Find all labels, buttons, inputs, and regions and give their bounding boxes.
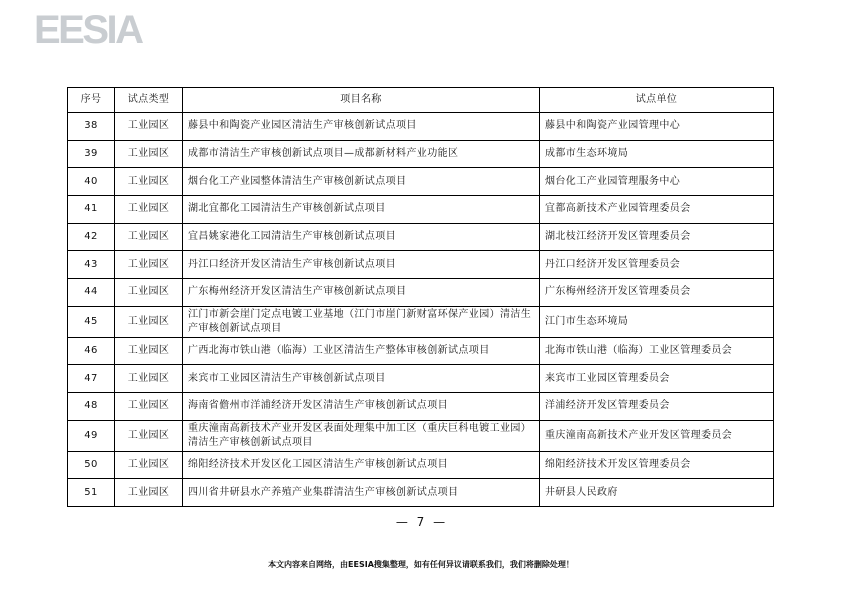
cell-pilot-type: 工业园区 bbox=[115, 113, 183, 141]
cell-pilot-type: 工业园区 bbox=[115, 196, 183, 224]
cell-pilot-unit: 洋浦经济开发区管理委员会 bbox=[540, 393, 774, 421]
cell-serial-number: 50 bbox=[68, 452, 115, 480]
cell-pilot-unit: 绵阳经济技术开发区管理委员会 bbox=[540, 452, 774, 480]
cell-pilot-type: 工业园区 bbox=[115, 393, 183, 421]
cell-serial-number: 45 bbox=[68, 307, 115, 338]
cell-pilot-type: 工业园区 bbox=[115, 141, 183, 169]
cell-project-name: 丹江口经济开发区清洁生产审核创新试点项目 bbox=[183, 251, 540, 279]
cell-pilot-unit: 广东梅州经济开发区管理委员会 bbox=[540, 279, 774, 307]
cell-pilot-type: 工业园区 bbox=[115, 279, 183, 307]
cell-project-name: 藤县中和陶瓷产业园区清洁生产审核创新试点项目 bbox=[183, 113, 540, 141]
header-project-name: 项目名称 bbox=[183, 88, 540, 113]
cell-pilot-unit: 湖北枝江经济开发区管理委员会 bbox=[540, 224, 774, 252]
cell-pilot-type: 工业园区 bbox=[115, 452, 183, 480]
cell-pilot-unit: 藤县中和陶瓷产业园管理中心 bbox=[540, 113, 774, 141]
cell-project-name: 江门市新会崖门定点电镀工业基地（江门市崖门新财富环保产业园）清洁生产审核创新试点项目 bbox=[183, 307, 540, 338]
cell-pilot-unit: 井研县人民政府 bbox=[540, 479, 774, 507]
cell-serial-number: 43 bbox=[68, 251, 115, 279]
cell-project-name: 绵阳经济技术开发区化工园区清洁生产审核创新试点项目 bbox=[183, 452, 540, 480]
cell-serial-number: 46 bbox=[68, 338, 115, 366]
pilot-project-table bbox=[67, 87, 774, 507]
cell-serial-number: 51 bbox=[68, 479, 115, 507]
footer-notice: 本文内容来自网络，由EESIA搜集整理，如有任何异议请联系我们，我们将删除处理！ bbox=[268, 560, 574, 569]
cell-project-name: 海南省儋州市洋浦经济开发区清洁生产审核创新试点项目 bbox=[183, 393, 540, 421]
cell-pilot-type: 工业园区 bbox=[115, 421, 183, 452]
header-pilot-type: 试点类型 bbox=[115, 88, 183, 113]
cell-project-name: 来宾市工业园区清洁生产审核创新试点项目 bbox=[183, 365, 540, 393]
header-pilot-unit: 试点单位 bbox=[540, 88, 774, 113]
cell-pilot-type: 工业园区 bbox=[115, 365, 183, 393]
header-serial-number: 序号 bbox=[68, 88, 115, 113]
cell-pilot-unit: 宜都高新技术产业园管理委员会 bbox=[540, 196, 774, 224]
cell-project-name: 四川省井研县水产养殖产业集群清洁生产审核创新试点项目 bbox=[183, 479, 540, 507]
cell-pilot-unit: 重庆潼南高新技术产业开发区管理委员会 bbox=[540, 421, 774, 452]
cell-pilot-type: 工业园区 bbox=[115, 168, 183, 196]
cell-serial-number: 40 bbox=[68, 168, 115, 196]
cell-serial-number: 42 bbox=[68, 224, 115, 252]
cell-serial-number: 44 bbox=[68, 279, 115, 307]
cell-pilot-unit: 烟台化工产业园管理服务中心 bbox=[540, 168, 774, 196]
cell-project-name: 成都市清洁生产审核创新试点项目—成都新材料产业功能区 bbox=[183, 141, 540, 169]
cell-pilot-type: 工业园区 bbox=[115, 307, 183, 338]
cell-serial-number: 39 bbox=[68, 141, 115, 169]
cell-project-name: 湖北宜都化工园清洁生产审核创新试点项目 bbox=[183, 196, 540, 224]
cell-serial-number: 38 bbox=[68, 113, 115, 141]
cell-serial-number: 48 bbox=[68, 393, 115, 421]
cell-pilot-unit: 成都市生态环境局 bbox=[540, 141, 774, 169]
cell-project-name: 宜昌姚家港化工园清洁生产审核创新试点项目 bbox=[183, 224, 540, 252]
cell-pilot-type: 工业园区 bbox=[115, 224, 183, 252]
cell-pilot-unit: 来宾市工业园区管理委员会 bbox=[540, 365, 774, 393]
cell-project-name: 烟台化工产业园整体清洁生产审核创新试点项目 bbox=[183, 168, 540, 196]
eesia-logo: EESIA bbox=[34, 8, 142, 52]
cell-serial-number: 41 bbox=[68, 196, 115, 224]
cell-pilot-unit: 北海市铁山港（临海）工业区管理委员会 bbox=[540, 338, 774, 366]
cell-serial-number: 47 bbox=[68, 365, 115, 393]
cell-pilot-unit: 丹江口经济开发区管理委员会 bbox=[540, 251, 774, 279]
cell-pilot-type: 工业园区 bbox=[115, 479, 183, 507]
cell-project-name: 广西北海市铁山港（临海）工业区清洁生产整体审核创新试点项目 bbox=[183, 338, 540, 366]
page-number: — 7 — bbox=[395, 515, 447, 529]
cell-pilot-type: 工业园区 bbox=[115, 338, 183, 366]
cell-pilot-unit: 江门市生态环境局 bbox=[540, 307, 774, 338]
cell-pilot-type: 工业园区 bbox=[115, 251, 183, 279]
cell-project-name: 广东梅州经济开发区清洁生产审核创新试点项目 bbox=[183, 279, 540, 307]
cell-serial-number: 49 bbox=[68, 421, 115, 452]
cell-project-name: 重庆潼南高新技术产业开发区表面处理集中加工区（重庆巨科电镀工业园）清洁生产审核创新试点项目 bbox=[183, 421, 540, 452]
